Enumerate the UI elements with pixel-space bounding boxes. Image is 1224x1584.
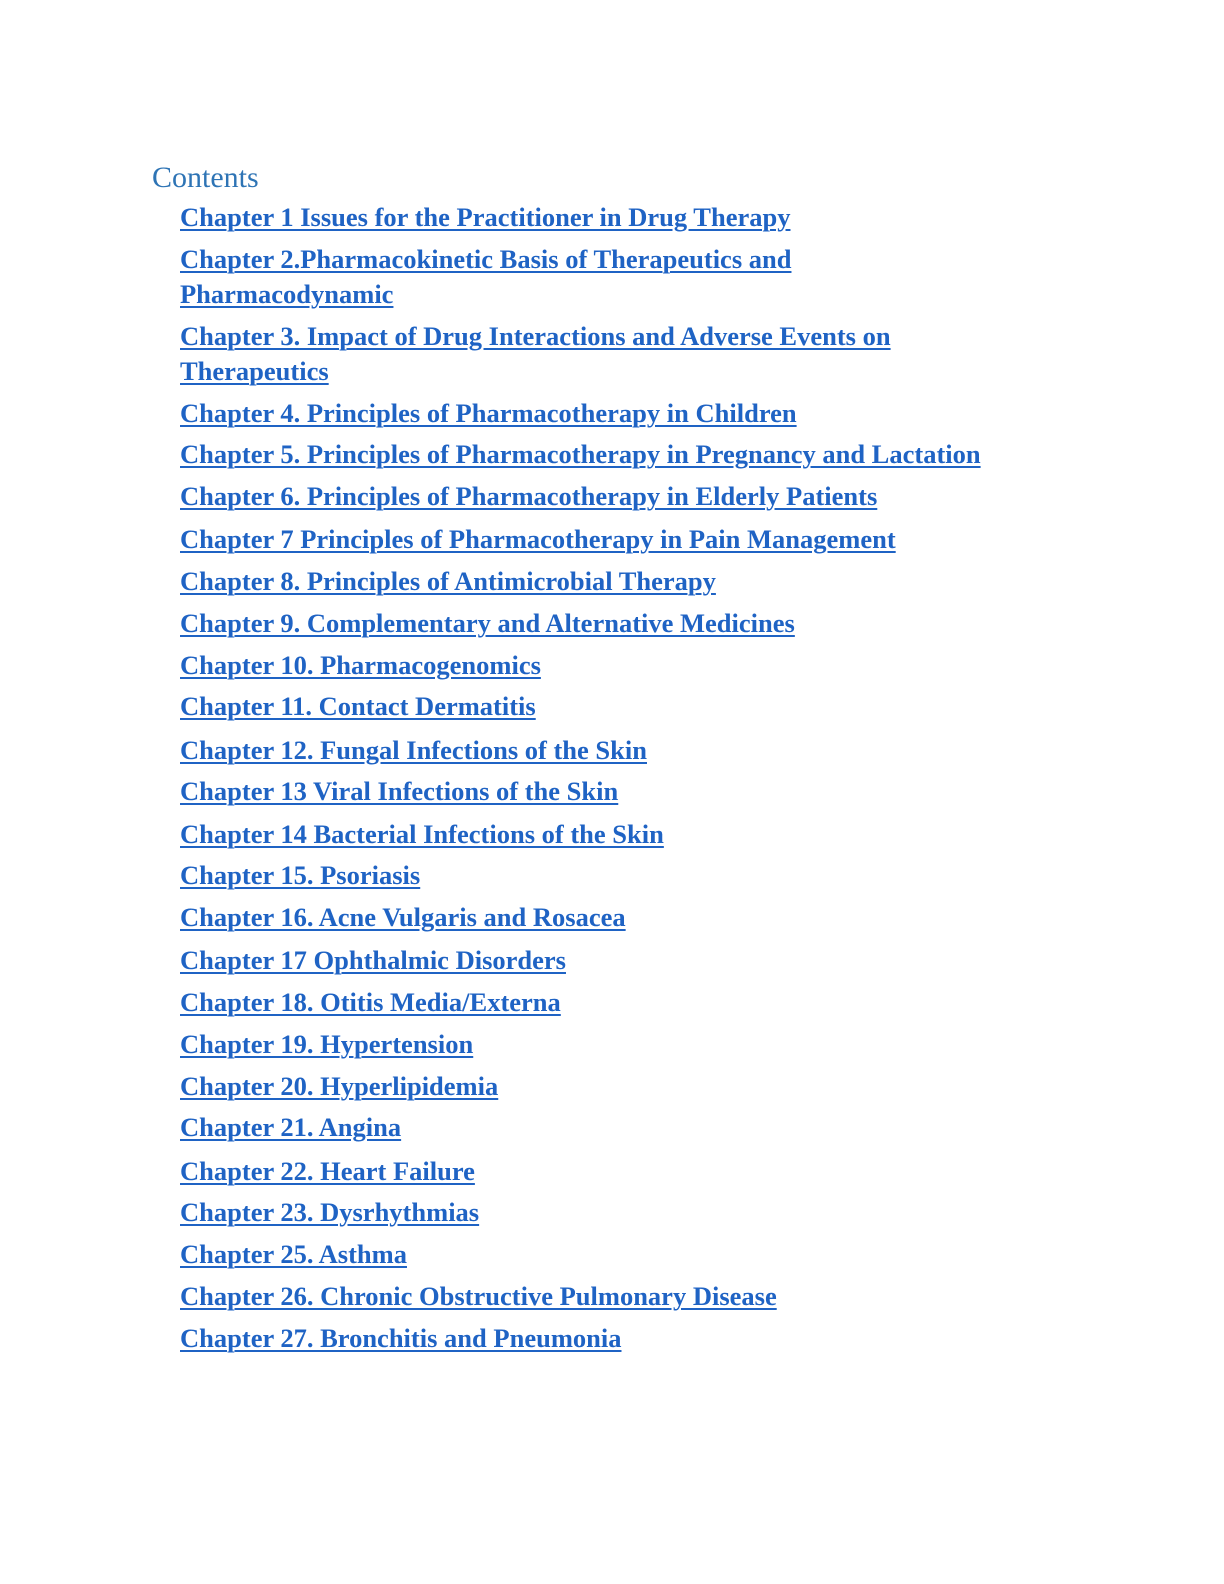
toc-link-chapter-12[interactable]: Chapter 12. Fungal Infections of the Skin — [180, 734, 647, 765]
toc-link-chapter-27[interactable]: Chapter 27. Bronchitis and Pneumonia — [180, 1322, 622, 1353]
toc-link-chapter-17[interactable]: Chapter 17 Ophthalmic Disorders — [180, 945, 566, 975]
toc-link-chapter-11[interactable]: Chapter 11. Contact Dermatitis — [180, 691, 536, 721]
toc-entry — [180, 689, 1010, 725]
toc-link-chapter-10[interactable]: Chapter 10. Pharmacogenomics — [180, 649, 541, 680]
toc-link-chapter-13[interactable]: Chapter 13 Viral Infections of the Skin — [180, 776, 619, 806]
toc-link-chapter-14[interactable]: Chapter 14 Bacterial Infections of the Skin — [180, 818, 664, 849]
toc-entry — [180, 522, 1010, 558]
toc-list — [180, 200, 1010, 1356]
toc-link-chapter-2[interactable]: Chapter 2.Pharmacokinetic Basis of Therapeutics and Pharmacodynamic — [180, 243, 792, 309]
toc-link-chapter-4[interactable]: Chapter 4. Principles of Pharmacotherapy in Children — [180, 397, 797, 428]
toc-link-chapter-23[interactable]: Chapter 23. Dysrhythmias — [180, 1197, 480, 1227]
toc-entry — [180, 1279, 1010, 1315]
toc-link-chapter-5[interactable]: Chapter 5. Principles of Pharmacotherapy in Pregnancy and Lactation — [180, 439, 981, 469]
toc-entry — [180, 858, 1010, 894]
toc-entry — [180, 817, 1010, 853]
toc-link-chapter-19[interactable]: Chapter 19. Hypertension — [180, 1029, 474, 1059]
toc-link-chapter-1[interactable]: Chapter 1 Issues for the Practitioner in Drug Therapy — [180, 202, 791, 232]
toc-link-chapter-7[interactable]: Chapter 7 Principles of Pharmacotherapy in Pain Management — [180, 524, 896, 554]
toc-entry — [180, 648, 1010, 684]
toc-entry — [180, 396, 1010, 432]
toc-entry — [180, 1195, 1010, 1231]
toc-link-chapter-18[interactable]: Chapter 18. Otitis Media/Externa — [180, 986, 561, 1017]
toc-link-chapter-20[interactable]: Chapter 20. Hyperlipidemia — [180, 1070, 499, 1101]
toc-link-chapter-26[interactable]: Chapter 26. Chronic Obstructive Pulmonary Disease — [180, 1281, 777, 1311]
toc-entry — [180, 1237, 1010, 1273]
toc-entry — [180, 437, 1010, 473]
toc-entry — [180, 733, 1010, 769]
toc-link-chapter-6[interactable]: Chapter 6. Principles of Pharmacotherapy in Elderly Patients — [180, 480, 878, 511]
toc-entry — [180, 1321, 1010, 1357]
toc-entry — [180, 1154, 1010, 1190]
toc-link-chapter-25[interactable]: Chapter 25. Asthma — [180, 1238, 407, 1269]
toc-heading: Contents — [152, 161, 259, 194]
toc-entry — [180, 242, 1010, 313]
toc-link-chapter-9[interactable]: Chapter 9. Complementary and Alternative Medicines — [180, 608, 795, 638]
toc-entry — [180, 774, 1010, 810]
toc-entry — [180, 606, 1010, 642]
toc-entry — [180, 200, 1010, 236]
toc-link-chapter-8[interactable]: Chapter 8. Principles of Antimicrobial Therapy — [180, 565, 716, 596]
toc-link-chapter-3[interactable]: Chapter 3. Impact of Drug Interactions and Adverse Events on Therapeutics — [180, 320, 891, 386]
toc-entry — [180, 900, 1010, 936]
toc-entry — [180, 943, 1010, 979]
toc-link-chapter-22[interactable]: Chapter 22. Heart Failure — [180, 1155, 475, 1186]
toc-entry — [180, 1110, 1010, 1146]
toc-entry — [180, 319, 1010, 390]
toc-link-chapter-15[interactable]: Chapter 15. Psoriasis — [180, 860, 421, 890]
toc-link-chapter-16[interactable]: Chapter 16. Acne Vulgaris and Rosacea — [180, 901, 626, 932]
toc-entry — [180, 479, 1010, 515]
toc-entry — [180, 1027, 1010, 1063]
toc-entry — [180, 564, 1010, 600]
toc-link-chapter-21[interactable]: Chapter 21. Angina — [180, 1112, 402, 1142]
toc-entry — [180, 1069, 1010, 1105]
toc-entry — [180, 985, 1010, 1021]
